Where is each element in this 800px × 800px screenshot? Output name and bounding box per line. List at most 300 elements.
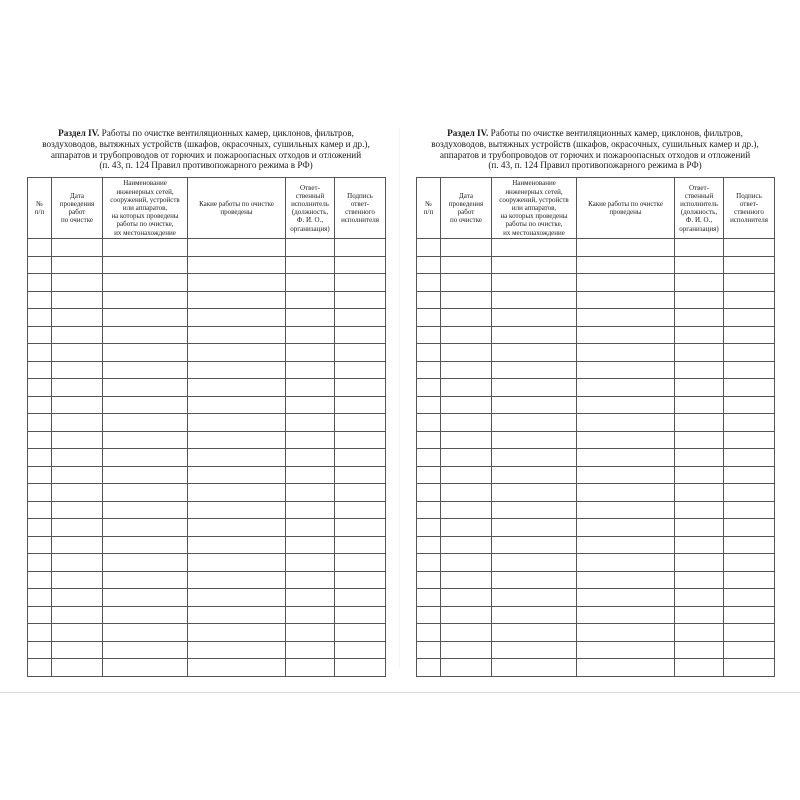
empty-cell[interactable] — [492, 449, 577, 467]
empty-cell[interactable] — [103, 501, 188, 519]
empty-cell[interactable] — [103, 606, 188, 624]
empty-cell[interactable] — [286, 571, 335, 589]
empty-cell[interactable] — [724, 624, 775, 642]
empty-cell[interactable] — [188, 571, 286, 589]
empty-cell[interactable] — [724, 536, 775, 554]
empty-cell[interactable] — [335, 239, 386, 257]
empty-cell[interactable] — [441, 396, 492, 414]
empty-cell[interactable] — [286, 239, 335, 257]
empty-cell[interactable] — [441, 361, 492, 379]
empty-cell[interactable] — [103, 554, 188, 572]
empty-cell[interactable] — [675, 484, 724, 502]
empty-cell[interactable] — [492, 606, 577, 624]
empty-cell[interactable] — [577, 519, 675, 537]
empty-cell[interactable] — [441, 589, 492, 607]
empty-cell[interactable] — [103, 274, 188, 292]
empty-cell[interactable] — [417, 484, 441, 502]
empty-cell[interactable] — [417, 571, 441, 589]
empty-cell[interactable] — [188, 484, 286, 502]
empty-cell[interactable] — [492, 396, 577, 414]
empty-cell[interactable] — [52, 431, 103, 449]
empty-cell[interactable] — [286, 396, 335, 414]
empty-cell[interactable] — [492, 344, 577, 362]
empty-cell[interactable] — [675, 659, 724, 677]
empty-cell[interactable] — [103, 659, 188, 677]
empty-cell[interactable] — [441, 519, 492, 537]
empty-cell[interactable] — [492, 624, 577, 642]
empty-cell[interactable] — [724, 431, 775, 449]
empty-cell[interactable] — [52, 466, 103, 484]
empty-cell[interactable] — [417, 414, 441, 432]
empty-cell[interactable] — [441, 484, 492, 502]
empty-cell[interactable] — [335, 431, 386, 449]
empty-cell[interactable] — [28, 624, 52, 642]
empty-cell[interactable] — [577, 256, 675, 274]
empty-cell[interactable] — [335, 519, 386, 537]
empty-cell[interactable] — [417, 396, 441, 414]
empty-cell[interactable] — [28, 606, 52, 624]
empty-cell[interactable] — [441, 449, 492, 467]
empty-cell[interactable] — [286, 466, 335, 484]
empty-cell[interactable] — [417, 519, 441, 537]
empty-cell[interactable] — [417, 641, 441, 659]
empty-cell[interactable] — [675, 396, 724, 414]
empty-cell[interactable] — [286, 414, 335, 432]
empty-cell[interactable] — [335, 396, 386, 414]
empty-cell[interactable] — [675, 536, 724, 554]
empty-cell[interactable] — [28, 309, 52, 327]
empty-cell[interactable] — [417, 379, 441, 397]
empty-cell[interactable] — [417, 659, 441, 677]
empty-cell[interactable] — [52, 344, 103, 362]
empty-cell[interactable] — [103, 344, 188, 362]
empty-cell[interactable] — [335, 624, 386, 642]
empty-cell[interactable] — [441, 291, 492, 309]
empty-cell[interactable] — [441, 606, 492, 624]
empty-cell[interactable] — [675, 361, 724, 379]
empty-cell[interactable] — [286, 431, 335, 449]
empty-cell[interactable] — [103, 449, 188, 467]
empty-cell[interactable] — [103, 239, 188, 257]
empty-cell[interactable] — [724, 466, 775, 484]
empty-cell[interactable] — [492, 256, 577, 274]
empty-cell[interactable] — [103, 589, 188, 607]
empty-cell[interactable] — [103, 414, 188, 432]
empty-cell[interactable] — [335, 291, 386, 309]
empty-cell[interactable] — [28, 379, 52, 397]
empty-cell[interactable] — [724, 344, 775, 362]
empty-cell[interactable] — [286, 379, 335, 397]
empty-cell[interactable] — [675, 274, 724, 292]
empty-cell[interactable] — [103, 309, 188, 327]
empty-cell[interactable] — [28, 414, 52, 432]
empty-cell[interactable] — [188, 449, 286, 467]
empty-cell[interactable] — [188, 414, 286, 432]
empty-cell[interactable] — [492, 239, 577, 257]
empty-cell[interactable] — [675, 309, 724, 327]
empty-cell[interactable] — [52, 536, 103, 554]
empty-cell[interactable] — [675, 344, 724, 362]
empty-cell[interactable] — [28, 274, 52, 292]
empty-cell[interactable] — [724, 291, 775, 309]
empty-cell[interactable] — [577, 396, 675, 414]
empty-cell[interactable] — [52, 396, 103, 414]
empty-cell[interactable] — [441, 554, 492, 572]
empty-cell[interactable] — [492, 589, 577, 607]
empty-cell[interactable] — [724, 396, 775, 414]
empty-cell[interactable] — [335, 554, 386, 572]
empty-cell[interactable] — [188, 291, 286, 309]
empty-cell[interactable] — [724, 274, 775, 292]
empty-cell[interactable] — [675, 291, 724, 309]
empty-cell[interactable] — [188, 256, 286, 274]
empty-cell[interactable] — [52, 606, 103, 624]
empty-cell[interactable] — [675, 239, 724, 257]
empty-cell[interactable] — [103, 291, 188, 309]
empty-cell[interactable] — [724, 589, 775, 607]
empty-cell[interactable] — [724, 641, 775, 659]
empty-cell[interactable] — [577, 659, 675, 677]
empty-cell[interactable] — [286, 606, 335, 624]
empty-cell[interactable] — [52, 309, 103, 327]
empty-cell[interactable] — [492, 431, 577, 449]
empty-cell[interactable] — [335, 641, 386, 659]
empty-cell[interactable] — [286, 554, 335, 572]
empty-cell[interactable] — [492, 309, 577, 327]
empty-cell[interactable] — [724, 449, 775, 467]
empty-cell[interactable] — [417, 344, 441, 362]
empty-cell[interactable] — [52, 239, 103, 257]
empty-cell[interactable] — [28, 361, 52, 379]
empty-cell[interactable] — [675, 256, 724, 274]
empty-cell[interactable] — [577, 589, 675, 607]
empty-cell[interactable] — [577, 641, 675, 659]
empty-cell[interactable] — [28, 431, 52, 449]
empty-cell[interactable] — [675, 501, 724, 519]
empty-cell[interactable] — [103, 396, 188, 414]
empty-cell[interactable] — [286, 274, 335, 292]
empty-cell[interactable] — [417, 239, 441, 257]
empty-cell[interactable] — [28, 449, 52, 467]
empty-cell[interactable] — [188, 361, 286, 379]
empty-cell[interactable] — [492, 501, 577, 519]
empty-cell[interactable] — [188, 326, 286, 344]
empty-cell[interactable] — [286, 624, 335, 642]
empty-cell[interactable] — [675, 589, 724, 607]
empty-cell[interactable] — [335, 414, 386, 432]
empty-cell[interactable] — [335, 379, 386, 397]
empty-cell[interactable] — [492, 554, 577, 572]
empty-cell[interactable] — [441, 431, 492, 449]
empty-cell[interactable] — [417, 274, 441, 292]
empty-cell[interactable] — [724, 484, 775, 502]
empty-cell[interactable] — [675, 519, 724, 537]
empty-cell[interactable] — [286, 641, 335, 659]
empty-cell[interactable] — [335, 606, 386, 624]
empty-cell[interactable] — [188, 466, 286, 484]
empty-cell[interactable] — [577, 414, 675, 432]
empty-cell[interactable] — [188, 589, 286, 607]
empty-cell[interactable] — [335, 501, 386, 519]
empty-cell[interactable] — [577, 274, 675, 292]
empty-cell[interactable] — [335, 466, 386, 484]
empty-cell[interactable] — [724, 519, 775, 537]
empty-cell[interactable] — [28, 589, 52, 607]
empty-cell[interactable] — [417, 536, 441, 554]
empty-cell[interactable] — [188, 536, 286, 554]
empty-cell[interactable] — [417, 309, 441, 327]
empty-cell[interactable] — [417, 624, 441, 642]
empty-cell[interactable] — [492, 361, 577, 379]
empty-cell[interactable] — [103, 641, 188, 659]
empty-cell[interactable] — [577, 554, 675, 572]
empty-cell[interactable] — [286, 309, 335, 327]
empty-cell[interactable] — [335, 571, 386, 589]
empty-cell[interactable] — [335, 659, 386, 677]
empty-cell[interactable] — [52, 589, 103, 607]
empty-cell[interactable] — [286, 501, 335, 519]
empty-cell[interactable] — [52, 624, 103, 642]
empty-cell[interactable] — [417, 449, 441, 467]
empty-cell[interactable] — [52, 379, 103, 397]
empty-cell[interactable] — [417, 431, 441, 449]
empty-cell[interactable] — [441, 344, 492, 362]
empty-cell[interactable] — [103, 624, 188, 642]
empty-cell[interactable] — [286, 361, 335, 379]
empty-cell[interactable] — [675, 571, 724, 589]
empty-cell[interactable] — [441, 624, 492, 642]
empty-cell[interactable] — [417, 326, 441, 344]
empty-cell[interactable] — [52, 501, 103, 519]
empty-cell[interactable] — [103, 519, 188, 537]
empty-cell[interactable] — [103, 536, 188, 554]
empty-cell[interactable] — [286, 484, 335, 502]
empty-cell[interactable] — [724, 326, 775, 344]
empty-cell[interactable] — [724, 414, 775, 432]
empty-cell[interactable] — [188, 396, 286, 414]
empty-cell[interactable] — [417, 606, 441, 624]
empty-cell[interactable] — [28, 326, 52, 344]
empty-cell[interactable] — [441, 536, 492, 554]
empty-cell[interactable] — [492, 519, 577, 537]
empty-cell[interactable] — [577, 501, 675, 519]
empty-cell[interactable] — [417, 554, 441, 572]
empty-cell[interactable] — [335, 344, 386, 362]
empty-cell[interactable] — [28, 571, 52, 589]
empty-cell[interactable] — [286, 589, 335, 607]
empty-cell[interactable] — [286, 659, 335, 677]
empty-cell[interactable] — [28, 641, 52, 659]
empty-cell[interactable] — [675, 431, 724, 449]
empty-cell[interactable] — [675, 466, 724, 484]
empty-cell[interactable] — [335, 536, 386, 554]
empty-cell[interactable] — [28, 501, 52, 519]
empty-cell[interactable] — [724, 659, 775, 677]
empty-cell[interactable] — [675, 554, 724, 572]
empty-cell[interactable] — [417, 501, 441, 519]
empty-cell[interactable] — [28, 239, 52, 257]
empty-cell[interactable] — [675, 326, 724, 344]
empty-cell[interactable] — [492, 571, 577, 589]
empty-cell[interactable] — [52, 571, 103, 589]
empty-cell[interactable] — [28, 484, 52, 502]
empty-cell[interactable] — [441, 256, 492, 274]
empty-cell[interactable] — [188, 431, 286, 449]
empty-cell[interactable] — [103, 431, 188, 449]
empty-cell[interactable] — [492, 274, 577, 292]
empty-cell[interactable] — [577, 361, 675, 379]
empty-cell[interactable] — [441, 466, 492, 484]
empty-cell[interactable] — [188, 344, 286, 362]
empty-cell[interactable] — [52, 659, 103, 677]
empty-cell[interactable] — [188, 659, 286, 677]
empty-cell[interactable] — [441, 309, 492, 327]
empty-cell[interactable] — [441, 326, 492, 344]
empty-cell[interactable] — [52, 326, 103, 344]
empty-cell[interactable] — [28, 291, 52, 309]
empty-cell[interactable] — [675, 379, 724, 397]
empty-cell[interactable] — [724, 554, 775, 572]
empty-cell[interactable] — [441, 274, 492, 292]
empty-cell[interactable] — [103, 379, 188, 397]
empty-cell[interactable] — [577, 309, 675, 327]
empty-cell[interactable] — [52, 274, 103, 292]
empty-cell[interactable] — [441, 659, 492, 677]
empty-cell[interactable] — [492, 291, 577, 309]
empty-cell[interactable] — [441, 414, 492, 432]
empty-cell[interactable] — [441, 501, 492, 519]
empty-cell[interactable] — [52, 519, 103, 537]
empty-cell[interactable] — [28, 536, 52, 554]
empty-cell[interactable] — [103, 571, 188, 589]
empty-cell[interactable] — [675, 641, 724, 659]
empty-cell[interactable] — [577, 571, 675, 589]
empty-cell[interactable] — [417, 291, 441, 309]
empty-cell[interactable] — [335, 309, 386, 327]
empty-cell[interactable] — [675, 449, 724, 467]
empty-cell[interactable] — [52, 414, 103, 432]
empty-cell[interactable] — [286, 449, 335, 467]
empty-cell[interactable] — [417, 466, 441, 484]
empty-cell[interactable] — [286, 291, 335, 309]
empty-cell[interactable] — [335, 256, 386, 274]
empty-cell[interactable] — [28, 256, 52, 274]
empty-cell[interactable] — [103, 326, 188, 344]
empty-cell[interactable] — [577, 326, 675, 344]
empty-cell[interactable] — [188, 501, 286, 519]
empty-cell[interactable] — [492, 466, 577, 484]
empty-cell[interactable] — [188, 606, 286, 624]
empty-cell[interactable] — [103, 466, 188, 484]
empty-cell[interactable] — [577, 344, 675, 362]
empty-cell[interactable] — [335, 274, 386, 292]
empty-cell[interactable] — [577, 466, 675, 484]
empty-cell[interactable] — [188, 379, 286, 397]
empty-cell[interactable] — [441, 379, 492, 397]
empty-cell[interactable] — [188, 554, 286, 572]
empty-cell[interactable] — [577, 431, 675, 449]
empty-cell[interactable] — [188, 239, 286, 257]
empty-cell[interactable] — [28, 659, 52, 677]
empty-cell[interactable] — [675, 624, 724, 642]
empty-cell[interactable] — [441, 641, 492, 659]
empty-cell[interactable] — [577, 484, 675, 502]
empty-cell[interactable] — [492, 379, 577, 397]
empty-cell[interactable] — [492, 536, 577, 554]
empty-cell[interactable] — [724, 309, 775, 327]
empty-cell[interactable] — [492, 641, 577, 659]
empty-cell[interactable] — [335, 589, 386, 607]
empty-cell[interactable] — [286, 326, 335, 344]
empty-cell[interactable] — [286, 519, 335, 537]
empty-cell[interactable] — [724, 571, 775, 589]
empty-cell[interactable] — [28, 396, 52, 414]
empty-cell[interactable] — [492, 659, 577, 677]
empty-cell[interactable] — [724, 501, 775, 519]
empty-cell[interactable] — [103, 484, 188, 502]
empty-cell[interactable] — [724, 361, 775, 379]
empty-cell[interactable] — [188, 519, 286, 537]
empty-cell[interactable] — [52, 554, 103, 572]
empty-cell[interactable] — [335, 484, 386, 502]
empty-cell[interactable] — [417, 589, 441, 607]
empty-cell[interactable] — [188, 309, 286, 327]
empty-cell[interactable] — [675, 414, 724, 432]
empty-cell[interactable] — [28, 466, 52, 484]
empty-cell[interactable] — [103, 256, 188, 274]
empty-cell[interactable] — [417, 361, 441, 379]
empty-cell[interactable] — [335, 326, 386, 344]
empty-cell[interactable] — [52, 291, 103, 309]
empty-cell[interactable] — [724, 239, 775, 257]
empty-cell[interactable] — [28, 519, 52, 537]
empty-cell[interactable] — [52, 256, 103, 274]
empty-cell[interactable] — [188, 624, 286, 642]
empty-cell[interactable] — [286, 344, 335, 362]
empty-cell[interactable] — [52, 484, 103, 502]
empty-cell[interactable] — [52, 361, 103, 379]
empty-cell[interactable] — [441, 571, 492, 589]
empty-cell[interactable] — [286, 536, 335, 554]
empty-cell[interactable] — [492, 414, 577, 432]
empty-cell[interactable] — [675, 606, 724, 624]
empty-cell[interactable] — [724, 379, 775, 397]
empty-cell[interactable] — [28, 554, 52, 572]
empty-cell[interactable] — [577, 449, 675, 467]
empty-cell[interactable] — [577, 536, 675, 554]
empty-cell[interactable] — [492, 326, 577, 344]
empty-cell[interactable] — [335, 361, 386, 379]
empty-cell[interactable] — [577, 624, 675, 642]
empty-cell[interactable] — [441, 239, 492, 257]
empty-cell[interactable] — [52, 641, 103, 659]
empty-cell[interactable] — [335, 449, 386, 467]
empty-cell[interactable] — [417, 256, 441, 274]
empty-cell[interactable] — [577, 239, 675, 257]
empty-cell[interactable] — [103, 361, 188, 379]
empty-cell[interactable] — [188, 274, 286, 292]
empty-cell[interactable] — [28, 344, 52, 362]
empty-cell[interactable] — [724, 256, 775, 274]
empty-cell[interactable] — [188, 641, 286, 659]
empty-cell[interactable] — [577, 291, 675, 309]
empty-cell[interactable] — [492, 484, 577, 502]
empty-cell[interactable] — [52, 449, 103, 467]
empty-cell[interactable] — [577, 606, 675, 624]
empty-cell[interactable] — [577, 379, 675, 397]
empty-cell[interactable] — [724, 606, 775, 624]
empty-cell[interactable] — [286, 256, 335, 274]
